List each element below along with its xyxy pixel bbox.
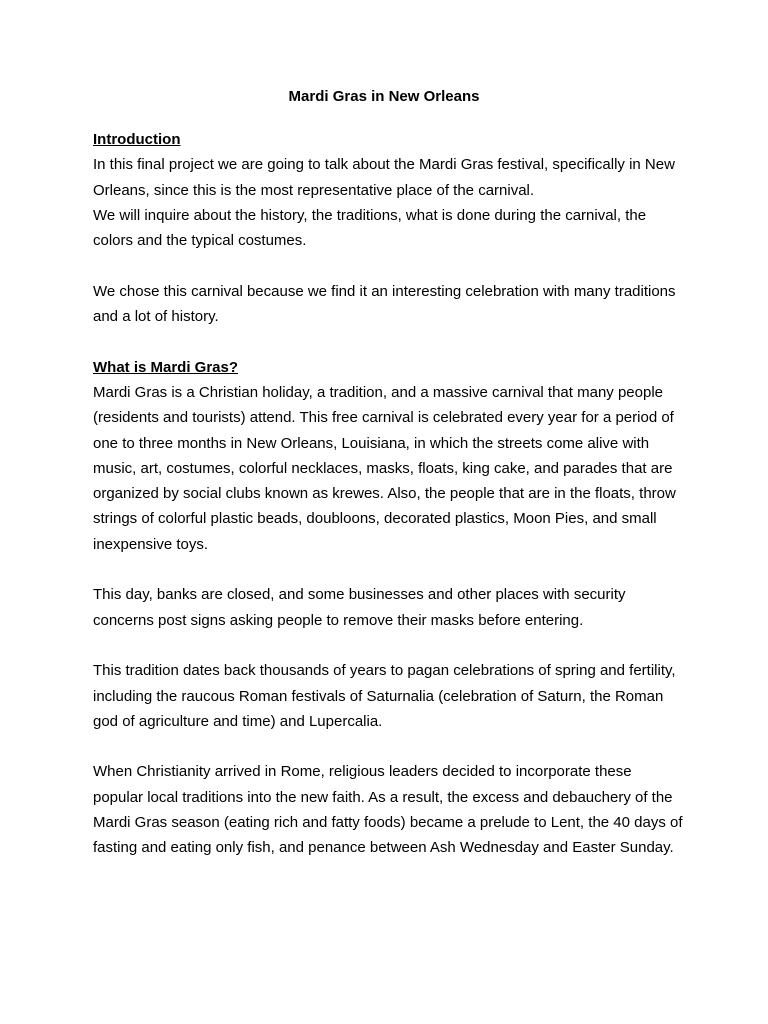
intro-paragraph-line-2: We will inquire about the history, the traditions, what is done during the carnival, the colors and the typical costumes. [93,206,647,250]
what-is-paragraph-2: This day, banks are closed, and some businesses and other places with security concerns post signs asking people to remove their masks before entering. [93,586,626,629]
intro-paragraph-line-1: In this final project we are going to talk about the Mardi Gras festival, specifically in New Orleans, since this is the most representative place of the carnival. [93,156,675,199]
paragraph-spacer [93,557,683,582]
paragraph-spacer [93,633,683,658]
document-title: Mardi Gras in New Orleans [288,88,480,105]
what-is-paragraph-3: This tradition dates back thousands of years to pagan celebrations of spring and fertility, including the raucous Roman festivals of Saturnalia (celebration of Saturn, the Roman god of agriculture and time) and Lupercalia. [93,662,676,730]
paragraph-spacer [93,253,683,278]
section-heading-introduction: Introduction [93,131,181,148]
document-body [93,127,683,861]
paragraph-spacer [93,329,683,354]
paragraph-spacer [93,734,683,759]
intro-paragraph-2: We chose this carnival because we find it an interesting celebration with many traditions and a lot of history. [93,282,676,326]
section-heading-what-is: What is Mardi Gras? [93,358,239,376]
what-is-paragraph-1: Mardi Gras is a Christian holiday, a tradition, and a massive carnival that many people (residents and tourists) attend. This free carnival is celebrated every year for a period of one to three months in New Orleans, Louisiana, in which the streets come alive with music, art, costumes, colorful necklaces, masks, floats, king cake, and parades that are organized by social clubs known as krewes. Also, the people that are in the floats, throw strings of colorful plastic beads, doubloons, decorated plastics, Moon Pies, and small inexpensive toys. [93,383,676,553]
what-is-paragraph-4: When Christianity arrived in Rome, religious leaders decided to incorporate these popular local traditions into the new faith. As a result, the excess and debauchery of the Mardi Gras season (eating rich and fatty foods) became a prelude to Lent, the 40 days of fasting and eating only fish, and penance between Ash Wednesday and Easter Sunday. [93,763,683,857]
